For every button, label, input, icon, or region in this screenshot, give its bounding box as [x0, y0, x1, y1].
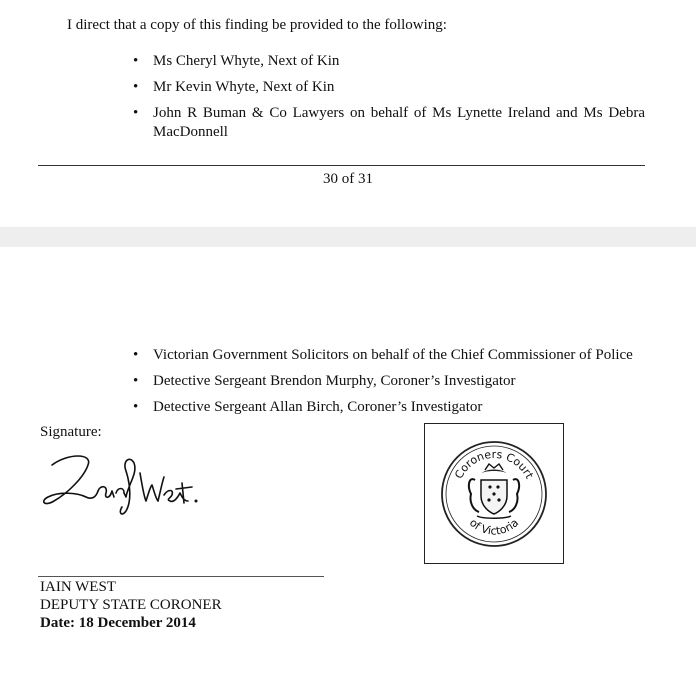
seal-top-text: Coroners Court — [452, 447, 536, 481]
signature-label: Signature: — [40, 424, 102, 440]
signatory-date — [40, 614, 222, 632]
signatory-block — [40, 578, 222, 632]
list-item — [133, 398, 673, 417]
court-seal-frame — [424, 423, 564, 564]
page-separator — [0, 227, 696, 247]
page-number: 30 of 31 — [323, 171, 373, 187]
list-item — [133, 372, 673, 391]
court-seal-icon — [425, 424, 563, 563]
footer-divider — [38, 165, 645, 166]
recipient-text: John R Buman & Co Lawyers on behalf of Ms Lynette Ireland and Ms Debra MacDonnell — [153, 105, 645, 140]
date-label: Date: — [40, 615, 75, 631]
list-item — [133, 104, 645, 142]
page-30 — [0, 0, 696, 227]
bullet-icon: • — [133, 373, 139, 389]
recipient-text: Detective Sergeant Brendon Murphy, Coroner’s Investigator — [153, 373, 516, 389]
bullet-icon: • — [133, 79, 139, 95]
bullet-icon: • — [133, 53, 139, 69]
seal-bottom-text: of Victoria — [466, 516, 522, 538]
bullet-icon: • — [133, 347, 139, 363]
signatory-name: IAIN WEST — [40, 579, 116, 595]
recipient-text: Victorian Government Solicitors on behalf of the Chief Commissioner of Police — [153, 347, 633, 363]
list-item — [133, 346, 673, 365]
bullet-icon: • — [133, 399, 139, 415]
recipient-text: Ms Cheryl Whyte, Next of Kin — [153, 53, 340, 69]
bullet-icon: • — [133, 105, 139, 121]
handwritten-signature — [38, 445, 208, 520]
coat-of-arms-icon — [469, 464, 519, 518]
signature-line — [38, 576, 324, 577]
recipient-list-page-31 — [133, 346, 673, 424]
distribution-intro: I direct that a copy of this finding be provided to the following: — [67, 17, 447, 33]
signatory-title: DEPUTY STATE CORONER — [40, 597, 222, 613]
date-value: 18 December 2014 — [78, 615, 196, 631]
recipient-text: Detective Sergeant Allan Birch, Coroner’s Investigator — [153, 399, 483, 415]
recipient-list-page-30 — [133, 52, 645, 142]
recipient-text: Mr Kevin Whyte, Next of Kin — [153, 79, 335, 95]
list-item — [133, 78, 645, 97]
list-item — [133, 52, 645, 71]
